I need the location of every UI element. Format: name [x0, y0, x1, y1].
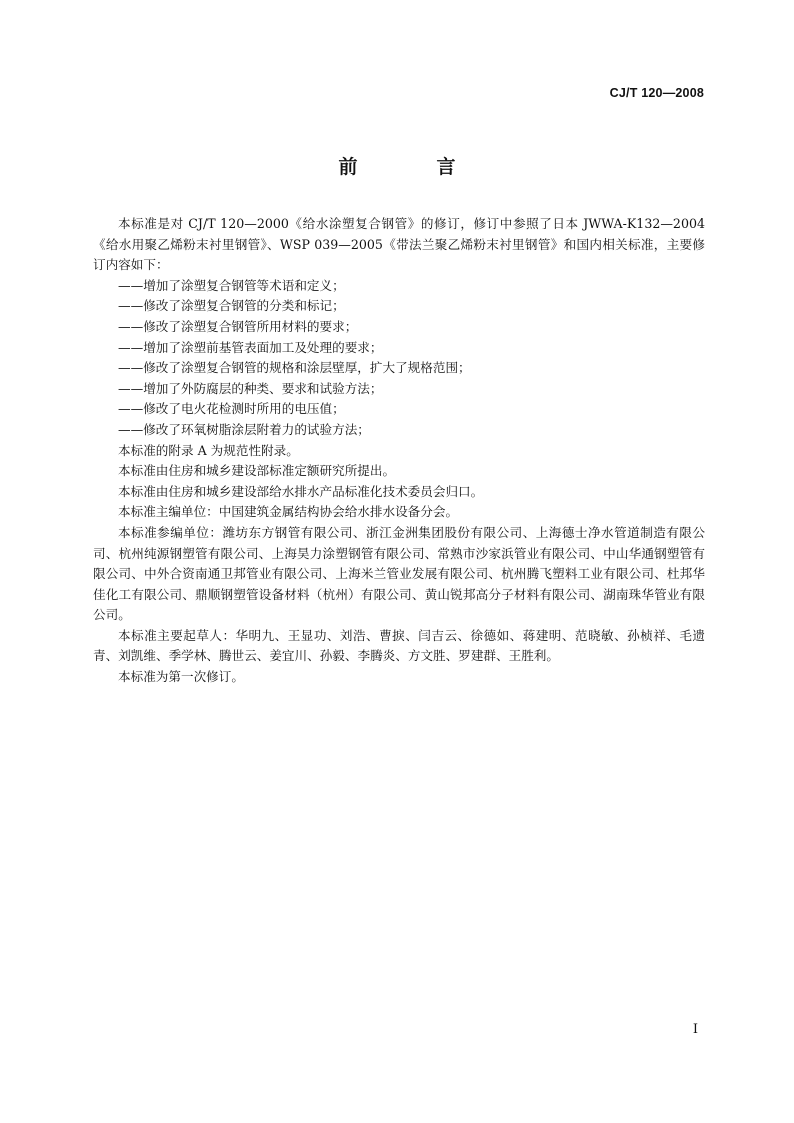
chief-editor-note: 本标准主编单位：中国建筑金属结构协会给水排水设备分会。	[118, 504, 459, 520]
list-item: ——修改了电火花检测时所用的电压值；	[118, 401, 345, 417]
appendix-note: 本标准的附录 A 为规范性附录。	[118, 442, 299, 458]
document-body	[93, 214, 705, 688]
list-item: ——修改了涂塑复合钢管的规格和涂层壁厚，扩大了规格范围；	[118, 360, 471, 376]
revision-note: 本标准为第一次修订。	[118, 669, 244, 685]
list-item: ——修改了涂塑复合钢管所用材料的要求；	[118, 318, 358, 334]
committee-note: 本标准由住房和城乡建设部给水排水产品标准化技术委员会归口。	[118, 483, 484, 499]
list-item: ——增加了外防腐层的种类、要求和试验方法；	[118, 380, 383, 396]
list-item: ——修改了环氧树脂涂层附着力的试验方法；	[118, 421, 370, 437]
participating-units: 本标准参编单位：潍坊东方钢管有限公司、浙江金洲集团股份有限公司、上海德士净水管道制造有限公司、杭州纯源钢塑管有限公司、上海昊力涂塑钢管有限公司、常熟市沙家浜管业有限公司、中山华通钢塑管有限公司、中外合资南通卫邦管业有限公司、上海米兰管业发展有限公司、杭州腾飞塑料工业有限公司、杜邦华佳化工有限公司、鼎顺钢塑管设备材料（杭州）有限公司、黄山锐邦高分子材料有限公司、湖南珠华管业有限公司。	[93, 524, 705, 623]
proposer-note: 本标准由住房和城乡建设部标准定额研究所提出。	[118, 463, 396, 479]
drafters-note: 本标准主要起草人：华明九、王显功、刘浩、曹捩、闫吉云、徐德如、蒋建明、范晓敏、孙桢祥、毛遗青、刘凯维、季学林、腾世云、姜宜川、孙毅、李腾炎、方文胜、罗建群、王胜利。	[93, 627, 705, 664]
list-item: ——修改了涂塑复合钢管的分类和标记；	[118, 298, 345, 314]
intro-paragraph: 本标准是对 CJ/T 120—2000《给水涂塑复合钢管》的修订，修订中参照了日本 JWWA-K132—2004《给水用聚乙烯粉末衬里钢管》、WSP 039—2005《带法兰聚乙烯粉末衬里钢管》和国内相关标准，主要修订内容如下：	[93, 216, 705, 273]
list-item: ——增加了涂塑前基管表面加工及处理的要求；	[118, 339, 383, 355]
page-number: I	[692, 1022, 698, 1037]
standard-code: CJ/T 120—2008	[609, 86, 704, 100]
list-item: ——增加了涂塑复合钢管等术语和定义；	[118, 277, 345, 293]
page-title: 前 言	[338, 156, 486, 178]
changes-list	[93, 276, 705, 441]
